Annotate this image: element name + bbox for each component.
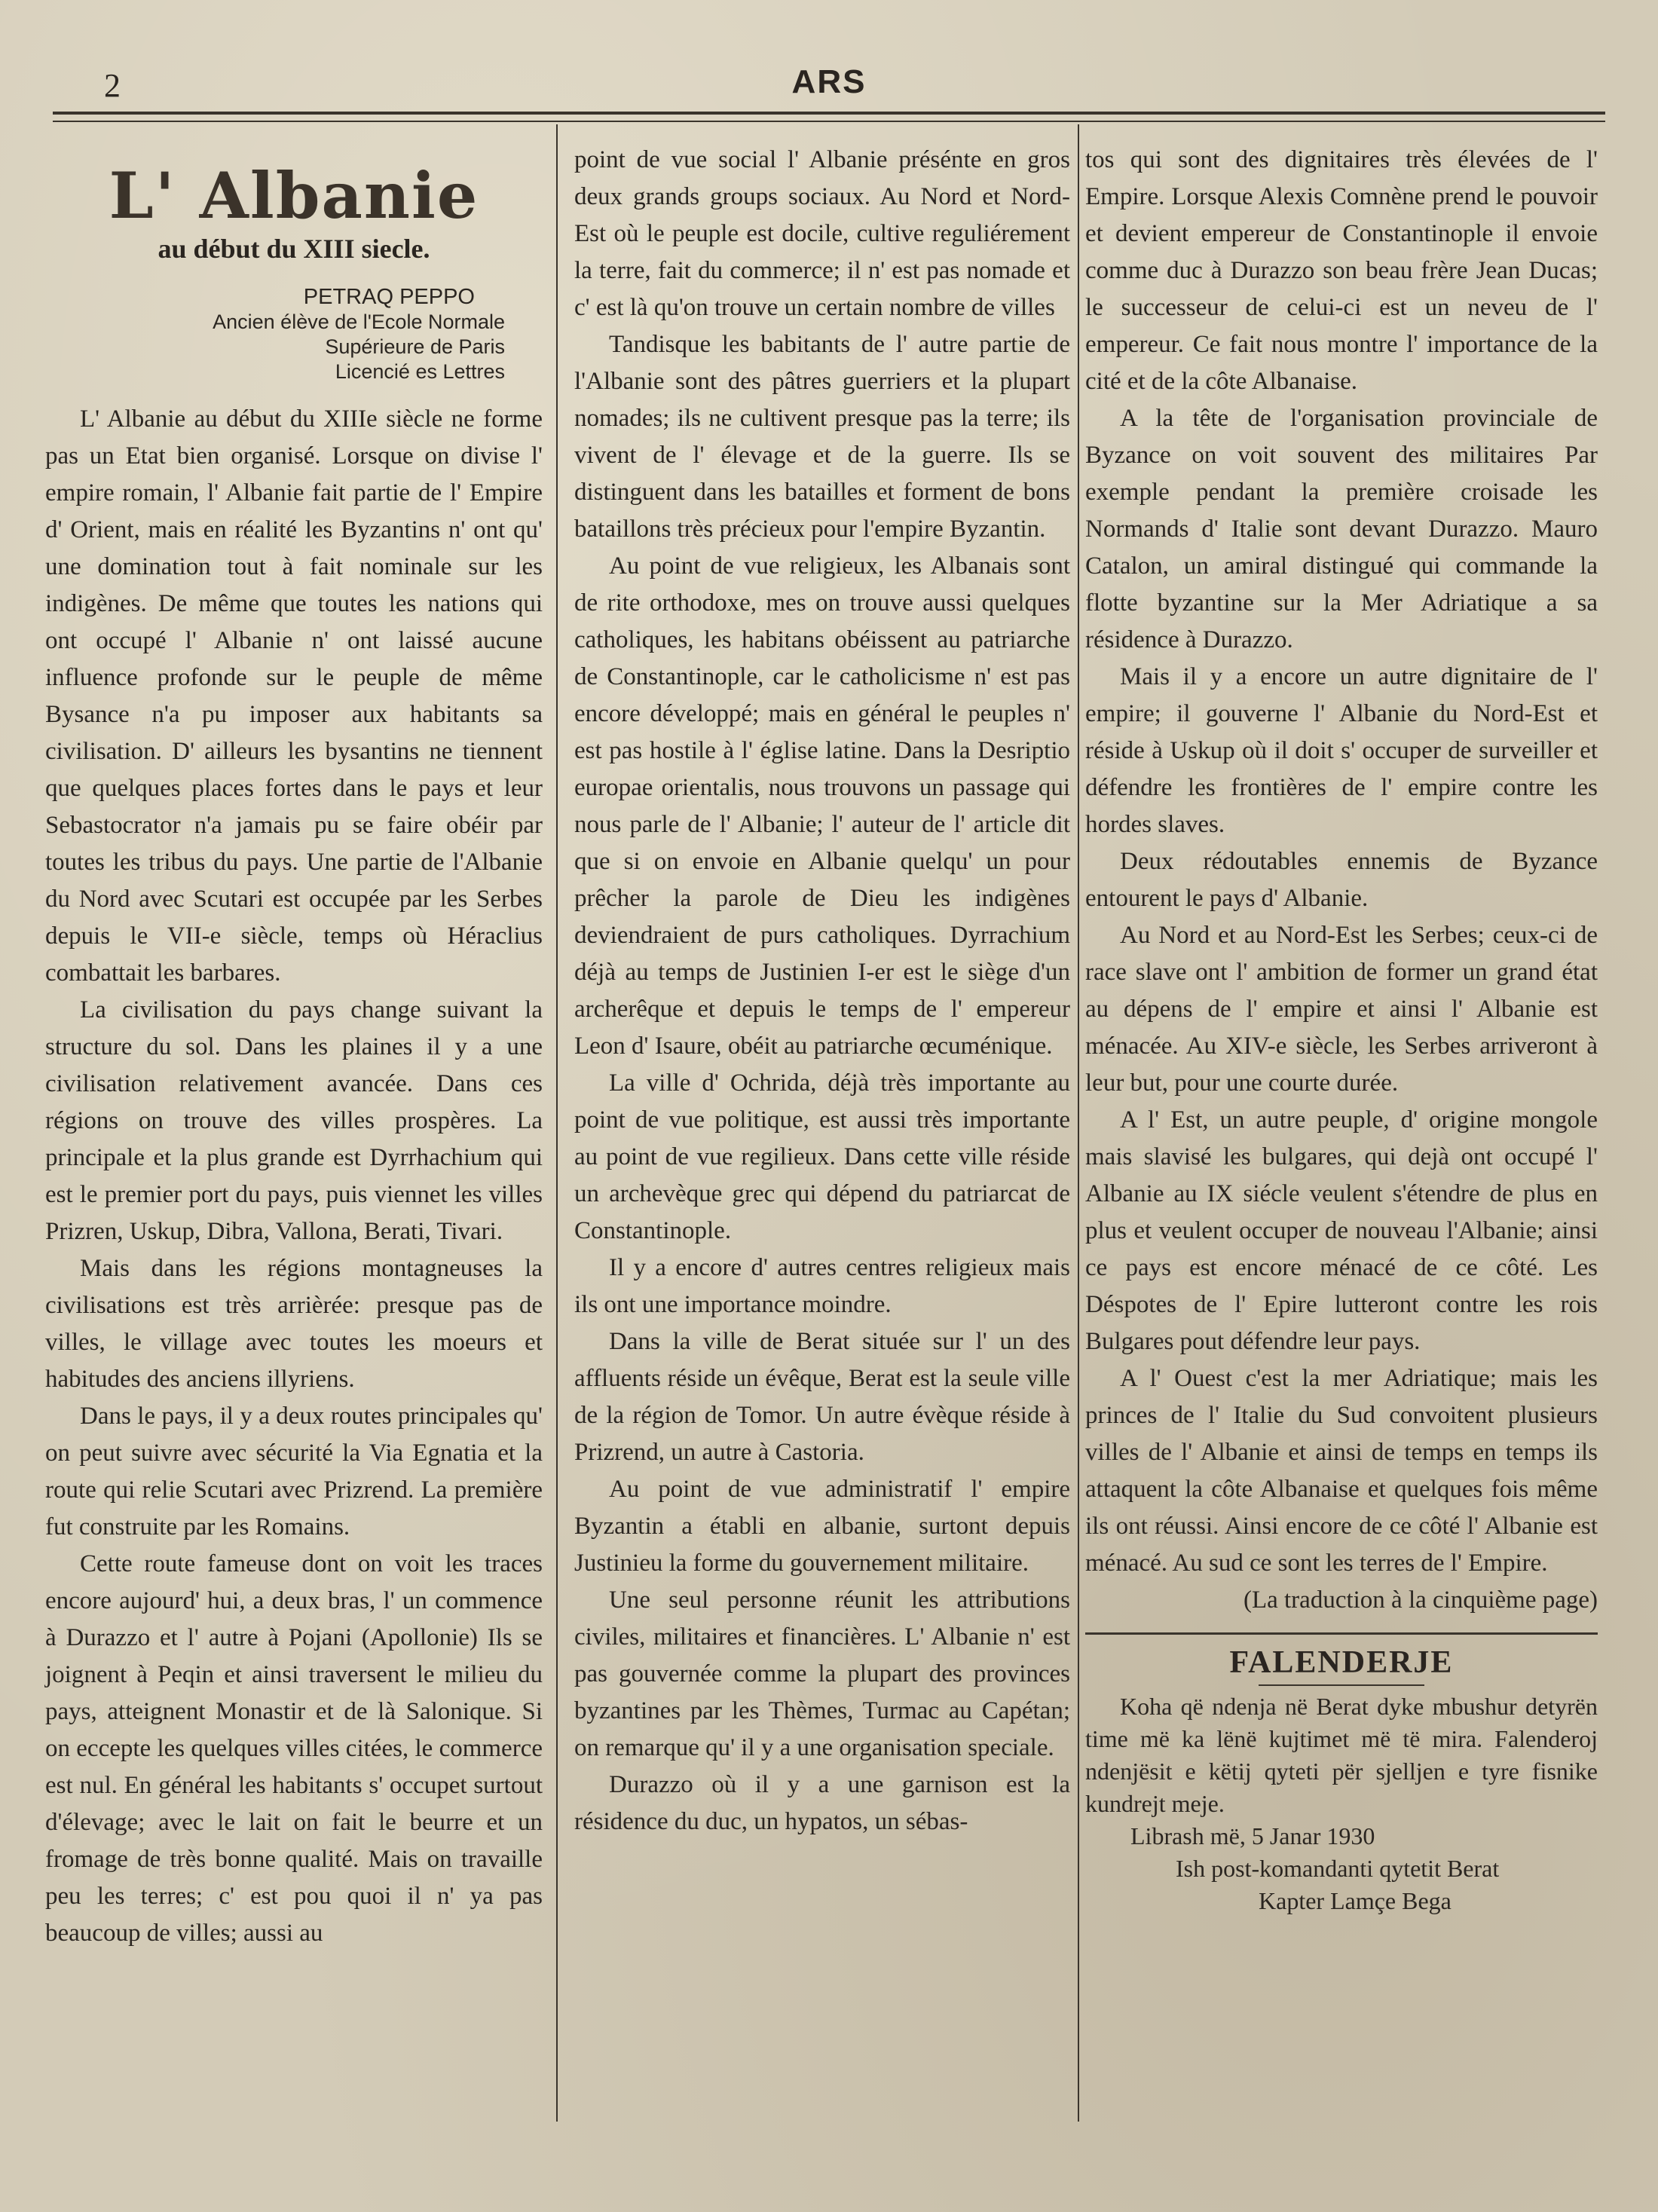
paragraph: Dans le pays, il y a deux routes principales qu' on peut suivre avec sécurité la Via Egnatia et la route qui relie Scutari avec Prizrend. La première fut construite par les Romains. (45, 1403, 543, 1540)
paragraph: L' Albanie au début du XIIIe siècle ne forme pas un Etat bien organisé. Lorsque on divise l' empire romain, l' Albanie fait partie de l' Empire d' Orient, mais en réalité les Byzantins n' ont qu' une domination tout à fait nominale sur les indigènes. De même que toutes les nations qui ont occupé l' Albanie n' ont laissé aucune influence profonde sur le peuple de même Bysance n'a pu imposer aux habitants sa civilisation. D' ailleurs les bysantins ne tiennent que quelques places fortes dans le pays et leur Sebastocrator n'a jamais pu se faire obéir par toutes les tribus du pays. Une partie de l'Albanie du Nord avec Scutari est occupée par les Serbes depuis le VII-e siècle, temps où Héraclius combattait les barbares. (45, 405, 543, 987)
thanks-body: Koha që ndenja në Berat dyke mbushur detyrën time më ka lënë kujtimet më të mira. Falenderoj ndenjësit e këtij qyteti për sjelljen e tyre fisnike kundrejt meje. (1085, 1693, 1598, 1817)
paragraph: Au Nord et au Nord-Est les Serbes; ceux-ci de race slave ont l' ambition de former un grand état au dépens de l' empire et ainsi l' Albanie est ménacée. Au XIV-e siècle, les Serbes arriveront à leur but, pour une courte durée. (1085, 922, 1598, 1097)
paragraph: A la tête de l'organisation provinciale de Byzance on voit souvent des militaires Par exemple pendant la première croisade les Normands d' Italie sont devant Durazzo. Mauro Catalon, un amiral distingué qui commande la flotte byzantine sur la Mer Adriatique a sa résidence à Durazzo. (1085, 405, 1598, 653)
place-date: Librash më, 5 Janar 1930 (1130, 1822, 1375, 1849)
paragraph: A l' Ouest c'est la mer Adriatique; mais les princes de l' Italie du Sud convoitent plusieurs villes de l' Albanie et ainsi de temps en temps ils attaquent la côte Albanaise et quelques fois même ils ont réussi. Ainsi encore de ce côté l' Albanie est ménacé. Au sud ce sont les terres de l' Empire. (1085, 1365, 1598, 1577)
paragraph: Une seul personne réunit les attributions civiles, militaires et financières. L' Albanie n' est pas gouvernée comme la plupart des provinces byzantines par les Thèmes, Turmac au Capétan; on remarque qu' il y a une organisation speciale. (574, 1586, 1070, 1761)
thanks-notice (1085, 1632, 1598, 1917)
paragraph: Dans la ville de Berat située sur l' un des affluents réside un évêque, Berat est la seule ville de la région de Tomor. Un autre évèque réside à Prizrend, un autre à Castoria. (574, 1328, 1070, 1466)
author-credential: Licencié es Lettres (335, 360, 505, 383)
paragraph: Tandisque les babitants de l' autre partie de l'Albanie sont des pâtres guerriers et la plupart nomades; ils ne cultivent presque pas la terre; ils vivent de l' élevage et de la guerre. Ils se distinguent dans les batailles et forment de bons bataillons très précieux pour l'empire Byzantin. (574, 331, 1070, 543)
title-underline (1259, 1684, 1424, 1686)
paragraph: Au point de vue religieux, les Albanais sont de rite orthodoxe, mes on trouve aussi quelques catholiques, les habitans obéissent au patriarche de Constantinople, car le catholicisme n' est pas encore développé; mais en général le peuples n' est pas hostile à l' église latine. Dans la Desriptio europae orientalis, nous trouvons un passage qui nous parle de l' Albanie; l' auteur de l' article dit que si on envoie en Albanie quelqu' un pour prêcher la parole de Dieu les indigènes deviendraient de purs catholiques. Dyrrachium déjà au temps de Justinien I-er est le siège d'un archerêque et depuis le temps de l' empereur Leon d' Isaure, obéit au patriarche œcuménique. (574, 552, 1070, 1060)
column-divider (556, 124, 558, 2122)
paragraph: Mais dans les régions montagneuses la civilisations est très arrièrée: presque pas de villes, le village avec toutes les moeurs et habitudes des anciens illyriens. (45, 1255, 543, 1393)
author-name: PETRAQ PEPPO (303, 285, 475, 309)
header-rule (53, 112, 1605, 122)
thanks-title: FALENDERJE (1229, 1645, 1454, 1680)
paragraph: A l' Est, un autre peuple, d' origine mongole mais slavisé les bulgares, qui dejà ont occupé l' Albanie au IX siécle veulent s'étendre de plus en plus et veulent occuper de nouveau l'Albanie; ainsi ce pays est encore ménacé de ce côté. Les Déspotes de l' Epire lutteront contre les rois Bulgares pout défendre leur pays. (1085, 1106, 1598, 1355)
paragraph: Durazzo où il y a une garnison est la résidence du duc, un hypatos, un sébas- (574, 1771, 1070, 1835)
signature-name: Kapter Lamçe Bega (1259, 1887, 1452, 1914)
paragraph: La ville d' Ochrida, déjà très importante au point de vue politique, est aussi très importante au point de vue regilieux. Dans cette ville réside un archevèque grec qui dépend du patriarcat de Constantinople. (574, 1069, 1070, 1244)
byline (45, 285, 543, 384)
author-credential: Ancien élève de l'Ecole Normale (213, 311, 505, 333)
paragraph: La civilisation du pays change suivant la structure du sol. Dans les plaines il y a une civilisation relativement avancée. Dans ces régions on trouve des villes prospères. La principale et la plus grande est Dyrrhachium qui est le premier port du pays, puis viennet les villes Prizren, Uskup, Dibra, Vallona, Berati, Tivari. (45, 996, 543, 1245)
paragraph: Cette route fameuse dont on voit les traces encore aujourd' hui, a deux bras, l' un commence à Durazzo et l' autre à Pojani (Apollonie) Ils se joignent à Peqin et ainsi traversent le milieu du pays, atteignent Monastir et de là Salonique. Si on eccepte les quelques villes citées, le commerce est nul. En général les habitants s' occupet surtout d'élevage; avec le lait on fait le beurre et un fromage de très bonne qualité. Mais on travaille peu les terres; c' est pou quoi il n' ya pas beaucoup de villes; aussi au (45, 1550, 543, 1947)
paragraph: Mais il y a encore un autre dignitaire de l' empire; il gouverne l' Albanie du Nord-Est et réside à Uskup où il doit s' occuper de surveiller et défendre les frontières de l' empire contre les hordes slaves. (1085, 663, 1598, 838)
column-3 (1085, 142, 1598, 2129)
paragraph: tos qui sont des dignitaires très élevées de l' Empire. Lorsque Alexis Comnène prend le pouvoir et devient empereur de Constantinople il envoie comme duc à Durazzo son beau frère Jean Ducas; le successeur de celui-ci est un neveu de l' empereur. Ce fait nous montre l' importance de la cité et de la côte Albanaise. (1085, 146, 1598, 395)
column-divider (1078, 124, 1079, 2122)
column-1 (45, 142, 543, 2129)
paragraph: Au point de vue administratif l' empire Byzantin a établi en albanie, surtont depuis Justinieu la forme du gouvernement militaire. (574, 1476, 1070, 1577)
column-2 (574, 142, 1070, 2129)
masthead: ARS (791, 63, 867, 100)
paragraph: point de vue social l' Albanie présénte en gros deux grands groups sociaux. Au Nord et Nord-Est où le peuple est docile, cultive reguliérement la terre, fait du commerce; il n' est pas nomade et c' est là qu'on trouve un certain nombre de villes (574, 146, 1070, 321)
continuation-note: (La traduction à la cinquième page) (1243, 1586, 1598, 1614)
article-subtitle: au début du XIII siecle. (158, 234, 430, 264)
paragraph: Il y a encore d' autres centres religieux mais ils ont une importance moindre. (574, 1254, 1070, 1318)
section-rule (1085, 1632, 1598, 1635)
author-credential: Supérieure de Paris (325, 335, 505, 358)
page-number: 2 (104, 67, 121, 104)
article-title: L' Albanie (109, 158, 479, 233)
signature-title: Ish post-komandanti qytetit Berat (1176, 1855, 1500, 1882)
paragraph: Deux rédoutables ennemis de Byzance entourent le pays d' Albanie. (1085, 848, 1598, 912)
